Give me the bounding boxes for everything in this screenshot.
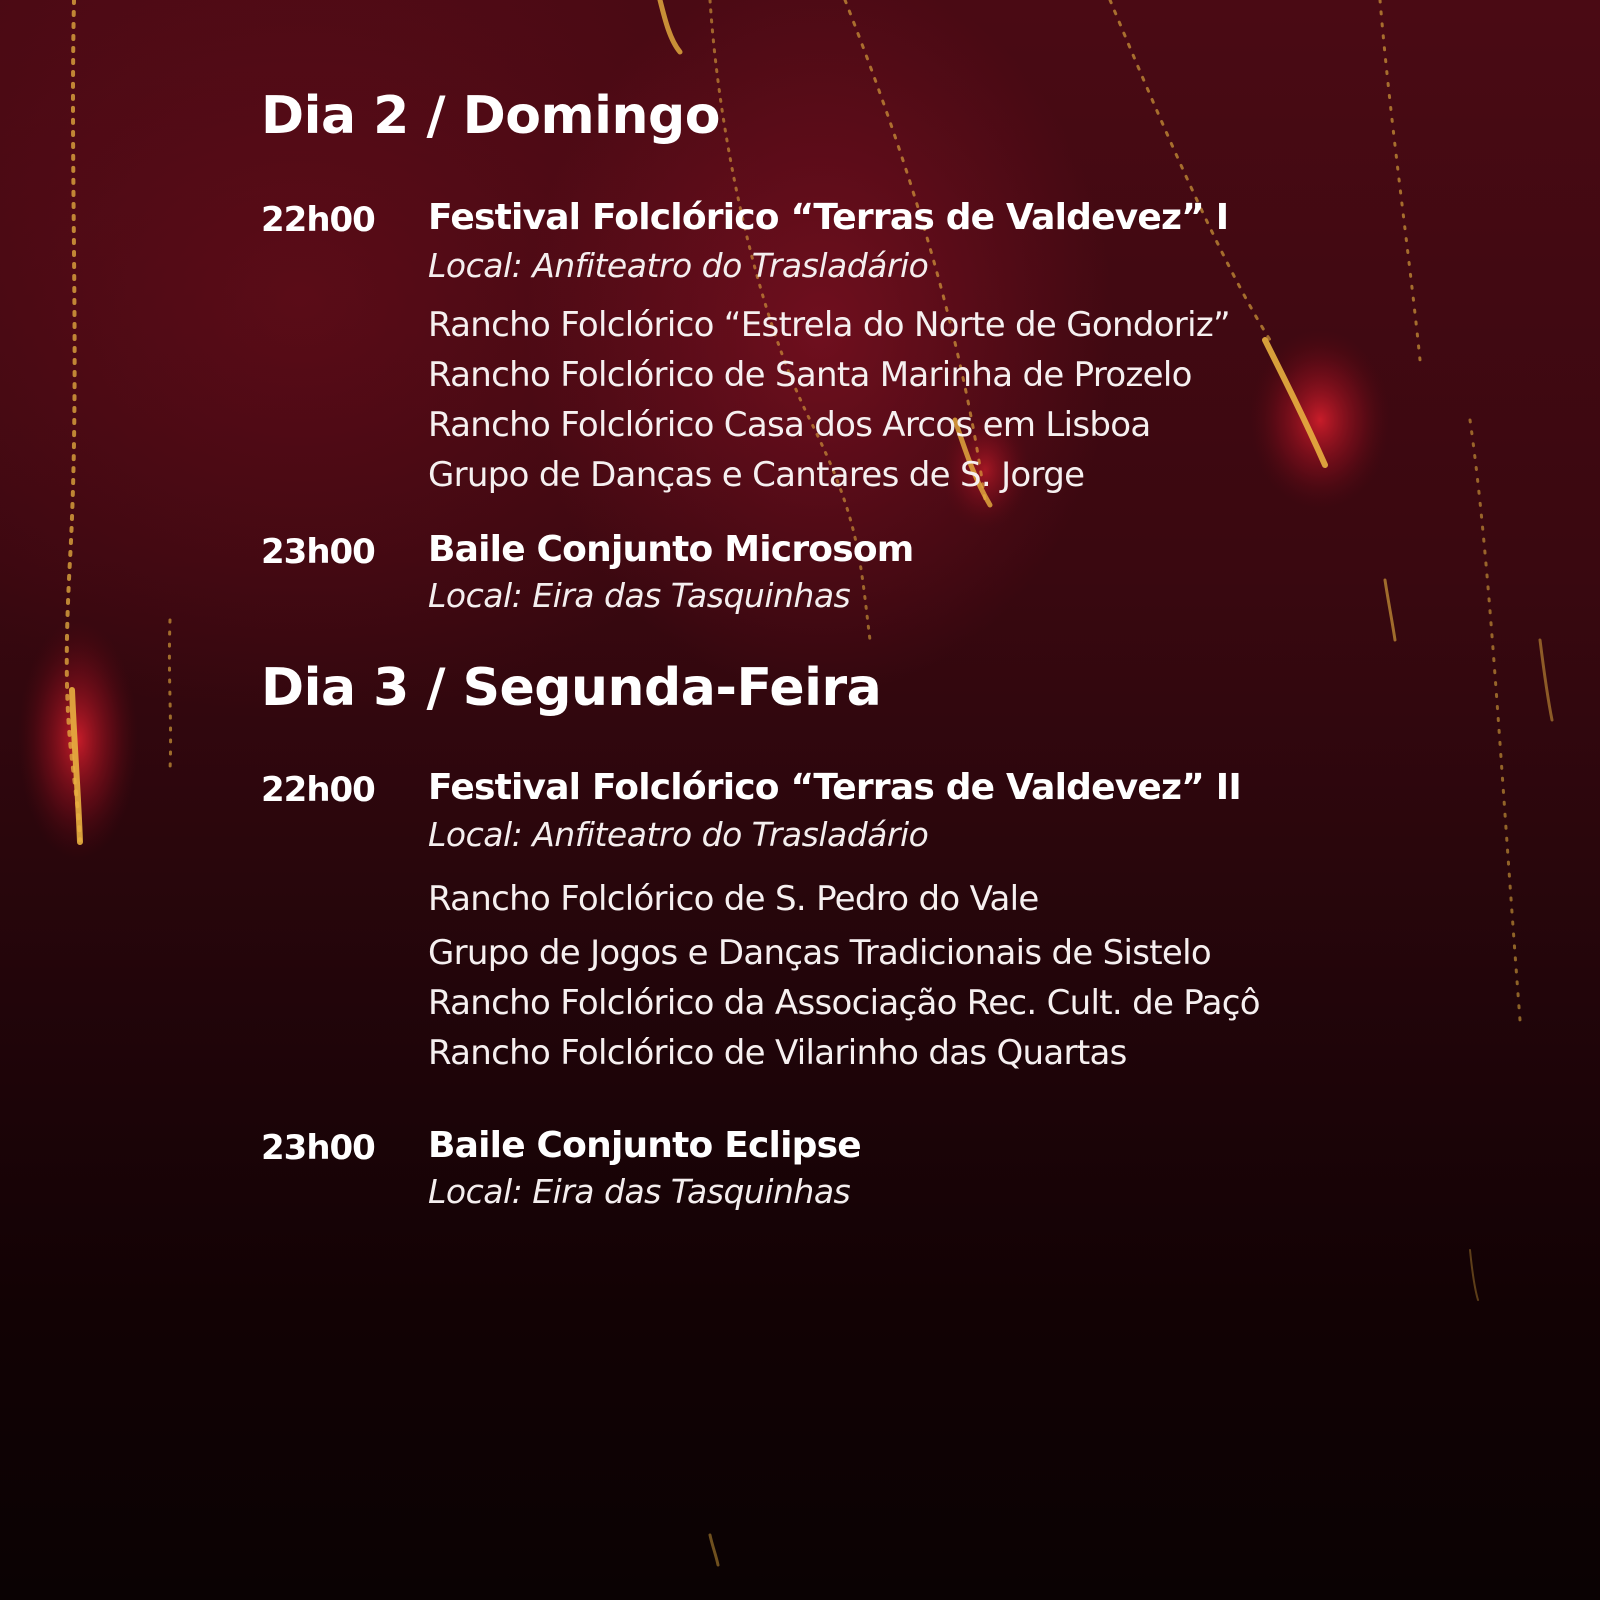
event-title: Festival Folclórico “Terras de Valdevez” I xyxy=(428,197,1229,238)
event-venue: Local: Eira das Tasquinhas xyxy=(428,1172,851,1211)
event-venue: Local: Anfiteatro do Trasladário xyxy=(428,246,929,285)
list-item: Grupo de Jogos e Danças Tradicionais de Sistelo xyxy=(428,933,1212,973)
list-item: Rancho Folclórico de Santa Marinha de Prozelo xyxy=(428,355,1192,395)
event-title: Baile Conjunto Microsom xyxy=(428,529,914,570)
list-item: Rancho Folclórico de S. Pedro do Vale xyxy=(428,879,1039,919)
day-3-heading: Dia 3 / Segunda-Feira xyxy=(261,658,882,718)
day-2-heading: Dia 2 / Domingo xyxy=(261,86,720,146)
event-venue: Local: Anfiteatro do Trasladário xyxy=(428,815,929,854)
event-title: Baile Conjunto Eclipse xyxy=(428,1125,861,1166)
event-time: 22h00 xyxy=(261,770,375,810)
list-item: Rancho Folclórico de Vilarinho das Quartas xyxy=(428,1033,1127,1073)
event-time: 22h00 xyxy=(261,200,375,240)
list-item: Rancho Folclórico “Estrela do Norte de Gondoriz” xyxy=(428,305,1230,345)
event-venue: Local: Eira das Tasquinhas xyxy=(428,576,851,615)
event-time: 23h00 xyxy=(261,1128,375,1168)
list-item: Grupo de Danças e Cantares de S. Jorge xyxy=(428,455,1085,495)
list-item: Rancho Folclórico da Associação Rec. Cult. de Paçô xyxy=(428,983,1260,1023)
event-title: Festival Folclórico “Terras de Valdevez” II xyxy=(428,767,1241,808)
list-item: Rancho Folclórico Casa dos Arcos em Lisboa xyxy=(428,405,1151,445)
event-time: 23h00 xyxy=(261,532,375,572)
performing-groups-list xyxy=(428,874,1260,1078)
performing-groups-list xyxy=(428,300,1230,500)
